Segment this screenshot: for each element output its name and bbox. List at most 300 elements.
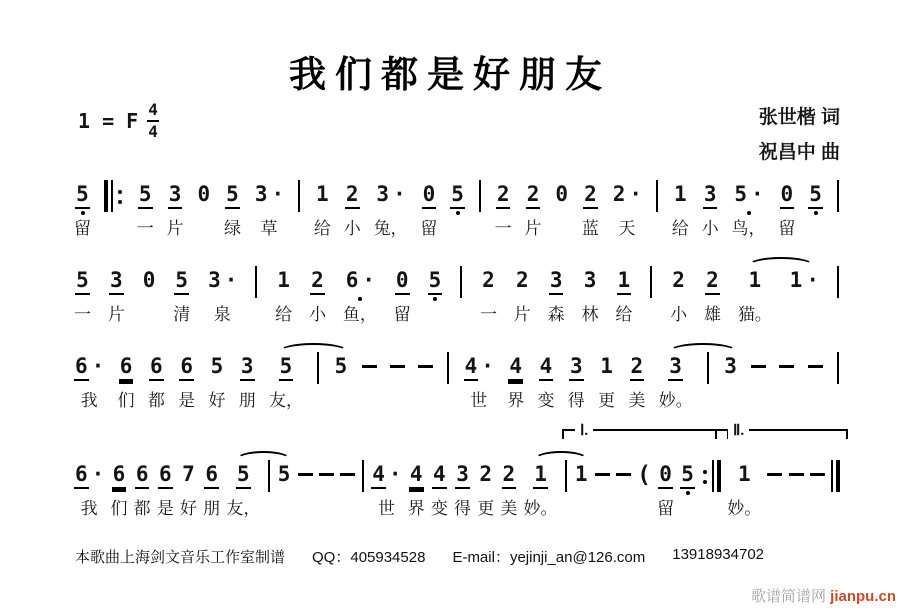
note-digit: 6 <box>119 354 134 381</box>
note-value <box>554 182 569 209</box>
low-octave-dot <box>81 211 85 215</box>
lyric: 一 <box>74 305 91 324</box>
duration-dash <box>779 354 794 412</box>
glyph <box>340 462 355 489</box>
lyric <box>685 498 690 520</box>
note-0 <box>657 462 674 520</box>
glyph <box>104 182 124 209</box>
note-digit: 0 <box>142 268 156 292</box>
lyric: 美 <box>500 499 518 518</box>
composer-credit: 祝昌中 曲 <box>758 142 840 164</box>
begin-repeat-sign <box>104 182 124 240</box>
note-digit: 6 <box>74 462 89 489</box>
note-value <box>135 462 150 489</box>
bar-stroke <box>104 180 108 212</box>
note-6 <box>148 354 165 412</box>
note-5 <box>334 354 349 412</box>
note-digit: 5 <box>450 182 465 209</box>
lyric <box>282 498 287 520</box>
note-digit: 5 <box>279 354 294 381</box>
note-value <box>569 354 584 381</box>
note-value <box>254 182 284 209</box>
note-7 <box>180 462 197 520</box>
dash-stroke <box>362 365 377 368</box>
duration-dot: · <box>751 182 764 206</box>
note-digit: 2 <box>630 354 645 381</box>
lyricist-credit: 张世楷 词 <box>758 107 840 128</box>
note-value <box>539 354 554 381</box>
note-value <box>705 268 720 295</box>
note-value <box>345 268 375 295</box>
note-value <box>138 182 153 209</box>
low-octave-dot <box>433 297 437 301</box>
watermark-site-name: 歌谱简谱网 <box>750 588 826 605</box>
lyric: 片 <box>513 305 531 324</box>
note-1 <box>738 268 772 326</box>
note-digit: 5 <box>428 268 443 295</box>
note-digit: 3 <box>569 354 584 381</box>
volta-label: Ⅱ. <box>728 421 749 440</box>
lyric: 变 <box>537 391 555 410</box>
barline <box>459 268 463 326</box>
note-digit: 4 <box>508 354 523 381</box>
note-digit: 2 <box>496 182 511 209</box>
lyric <box>455 218 460 240</box>
note-value <box>174 268 189 295</box>
duration-dot: · <box>91 462 105 486</box>
note-value <box>496 182 511 209</box>
duration-dot: · <box>393 182 406 206</box>
barline <box>655 182 659 240</box>
note-digit: 3 <box>240 354 255 381</box>
glyph <box>637 462 651 489</box>
duration-dash <box>789 462 804 520</box>
note-1 <box>789 268 819 326</box>
lyric: 兔， <box>373 219 408 238</box>
lyric: 友， <box>269 391 303 410</box>
note-4 <box>464 354 494 412</box>
bar-stroke <box>836 460 840 492</box>
lyric: 鸟， <box>731 219 766 238</box>
note-5 <box>450 182 465 240</box>
lyric: 给 <box>275 305 293 324</box>
credits <box>759 100 840 170</box>
dash-stroke <box>808 365 823 368</box>
dash-stroke <box>418 365 433 368</box>
barline <box>297 182 301 240</box>
note-digit: 3 <box>208 268 221 292</box>
note-digit: 2 <box>705 268 720 295</box>
glyph <box>837 182 839 209</box>
barline <box>706 354 710 412</box>
note-1 <box>727 462 761 520</box>
glyph <box>789 462 804 489</box>
note-value <box>207 268 237 295</box>
note-5 <box>224 182 241 240</box>
note-6 <box>118 354 135 412</box>
note-value <box>149 354 164 381</box>
lyric: 妙。 <box>523 499 558 518</box>
note-digit: 2 <box>502 462 517 489</box>
note-6 <box>343 268 377 326</box>
lyric: 片 <box>166 219 184 238</box>
note-value <box>119 354 134 381</box>
score-line-2 <box>74 254 840 326</box>
duration-dot: · <box>806 268 819 292</box>
note-digit: 1 <box>574 462 588 486</box>
note-3 <box>207 268 237 326</box>
meter-numerator: 4 <box>147 102 159 122</box>
duration-dash <box>390 354 405 412</box>
lyric: 我 <box>80 391 98 410</box>
note-1 <box>672 182 689 240</box>
note-digit: 5 <box>808 182 823 209</box>
bar-stroke <box>362 460 364 492</box>
duration-dash <box>319 462 334 520</box>
barline <box>478 182 482 240</box>
lyric: 小 <box>670 305 688 324</box>
note-digit: 0 <box>658 462 673 489</box>
note-3 <box>454 462 471 520</box>
note-0 <box>142 268 157 326</box>
lyric: 更 <box>477 499 495 518</box>
lyric <box>579 498 584 520</box>
note-5 <box>226 462 260 520</box>
note-digit: 5 <box>680 462 695 489</box>
lyric: 林 <box>581 305 599 324</box>
lyric: 片 <box>107 305 125 324</box>
note-value <box>181 462 196 489</box>
barline <box>446 354 450 412</box>
note-0 <box>196 182 211 240</box>
note-value <box>583 268 598 295</box>
key-label: 1 = F <box>78 109 139 133</box>
glyph <box>751 354 766 381</box>
note-digit: 5 <box>210 354 224 378</box>
note-6 <box>74 354 104 412</box>
note-1 <box>598 354 615 412</box>
note-value <box>455 462 470 489</box>
duration-dash <box>340 462 355 520</box>
lyric: 好 <box>180 499 197 518</box>
lyric: 鱼， <box>342 305 377 324</box>
glyph <box>595 462 610 489</box>
note-value <box>808 182 823 209</box>
note-value <box>196 182 211 209</box>
end-repeat-sign <box>701 462 721 520</box>
note-6 <box>157 462 174 520</box>
lyric <box>201 218 206 240</box>
lyric: 绿 <box>223 219 241 238</box>
note-value <box>75 268 90 295</box>
duration-dash <box>418 354 433 412</box>
note-0 <box>394 268 411 326</box>
note-digit: 2 <box>345 182 360 209</box>
song-title: 我们都是好朋友 <box>289 55 611 96</box>
lyric: 妙。 <box>658 391 693 410</box>
lyric: 给 <box>671 219 689 238</box>
lyric <box>559 218 564 240</box>
dash-stroke <box>751 365 766 368</box>
note-3 <box>659 354 693 412</box>
bar-stroke <box>712 460 714 492</box>
note-digit: 3 <box>724 354 737 378</box>
tie-arc <box>279 343 348 360</box>
note-2 <box>480 268 497 326</box>
note-4 <box>507 354 524 412</box>
repeat-strokes <box>104 182 124 212</box>
note-digit: 6 <box>149 354 164 381</box>
duration-dot: · <box>362 268 375 292</box>
note-5 <box>269 354 303 412</box>
note-0 <box>778 182 795 240</box>
lyric: 朋 <box>238 391 256 410</box>
note-digit: 1 <box>673 182 687 206</box>
watermark <box>751 585 896 606</box>
note-1 <box>524 462 558 520</box>
note-digit: 6 <box>112 462 127 489</box>
bar-stroke <box>460 266 462 298</box>
note-digit: 6 <box>204 462 219 489</box>
dash-stroke <box>767 473 782 476</box>
glyph <box>362 354 377 381</box>
note-digit: 4 <box>432 462 447 489</box>
note-digit: 3 <box>668 354 683 381</box>
lyric: 世 <box>470 391 488 410</box>
note-digit: 2 <box>482 268 495 292</box>
note-digit: 3 <box>583 268 597 292</box>
lyric: 清 <box>173 305 191 324</box>
glyph <box>460 268 462 295</box>
note-value <box>658 462 673 489</box>
bar-stroke <box>479 180 481 212</box>
note-digit: 1 <box>617 268 632 295</box>
duration-dot: · <box>224 268 238 292</box>
bar-stroke <box>831 460 833 492</box>
glyph <box>255 268 257 295</box>
lyric <box>801 304 806 326</box>
note-value <box>673 182 688 209</box>
note-0 <box>554 182 569 240</box>
note-5 <box>74 182 91 240</box>
open-paren <box>637 462 651 520</box>
note-value <box>680 462 695 489</box>
note-2 <box>704 268 721 326</box>
glyph <box>298 182 300 209</box>
dash-stroke <box>595 473 610 476</box>
lyric: 得 <box>567 391 585 410</box>
lyric: 片 <box>524 219 542 238</box>
lyric: 留 <box>657 499 675 518</box>
bar-stroke <box>255 266 257 298</box>
watermark-site-link[interactable]: jianpu.cn <box>830 588 896 605</box>
lyric: 一 <box>479 305 497 324</box>
note-value <box>428 268 443 295</box>
lyric: 都 <box>147 391 165 410</box>
note-value <box>409 462 424 489</box>
note-value <box>733 182 763 209</box>
dash-stroke <box>810 473 825 476</box>
note-digit: 3 <box>109 268 124 295</box>
key-signature <box>78 102 159 140</box>
lyric: 更 <box>598 391 616 410</box>
qq-contact: QQ：405934528 <box>312 549 426 566</box>
note-5 <box>428 268 443 326</box>
note-2 <box>612 182 642 240</box>
note-digit: 5 <box>236 462 251 489</box>
note-2 <box>582 182 599 240</box>
lyric: 一 <box>136 219 154 238</box>
note-digit: 6 <box>158 462 173 489</box>
note-value <box>225 182 240 209</box>
glyph <box>390 354 405 381</box>
note-digit: 2 <box>526 182 541 209</box>
note-digit: 6 <box>74 354 89 381</box>
lyric: 留 <box>74 219 91 238</box>
lyric: 草 <box>260 219 278 238</box>
note-value <box>526 182 541 209</box>
dash-stroke <box>390 365 405 368</box>
note-value <box>112 462 127 489</box>
note-3 <box>374 182 408 240</box>
note-3 <box>239 354 256 412</box>
lyric: 妙。 <box>727 499 762 518</box>
volta-bracket <box>715 423 848 439</box>
barline <box>564 462 568 520</box>
note-value <box>780 182 795 209</box>
glyph <box>418 354 433 381</box>
note-digit: 4 <box>464 354 479 381</box>
note-digit: 6 <box>179 354 194 381</box>
note-value <box>371 462 401 489</box>
note-2 <box>309 268 326 326</box>
bar-stroke <box>111 180 113 212</box>
score-line-3 <box>74 340 840 412</box>
lyric: 天 <box>618 219 636 238</box>
note-value <box>515 268 530 295</box>
glyph <box>479 182 481 209</box>
note-3 <box>723 354 738 412</box>
note-value <box>464 354 494 381</box>
note-digit: 0 <box>422 182 437 209</box>
note-digit: 2 <box>583 182 598 209</box>
note-2 <box>628 354 645 412</box>
lyric <box>813 218 818 240</box>
note-3 <box>568 354 585 412</box>
note-2 <box>495 182 512 240</box>
glyph <box>701 462 721 489</box>
lyric: 们 <box>117 391 135 410</box>
email-contact: E-mail：yejinji_an@126.com <box>452 549 646 566</box>
lyric: 界 <box>407 499 425 518</box>
note-digit: 5 <box>138 182 153 209</box>
duration-dash <box>616 462 631 520</box>
note-value <box>502 462 517 489</box>
lyric: 友， <box>226 499 261 518</box>
paren-glyph: ( <box>637 462 651 488</box>
note-digit: 3 <box>703 182 718 209</box>
lyric: 是 <box>178 391 196 410</box>
glyph <box>837 268 839 295</box>
duration-dash <box>751 354 766 412</box>
note-value <box>334 354 349 381</box>
note-digit: 5 <box>734 182 747 206</box>
lyric: 美 <box>628 391 646 410</box>
bar-stroke <box>650 266 652 298</box>
note-5 <box>277 462 292 520</box>
dash-stroke <box>789 473 804 476</box>
note-digit: 4 <box>539 354 554 381</box>
glyph <box>767 462 782 489</box>
note-digit: 3 <box>376 182 390 206</box>
note-1 <box>314 182 331 240</box>
footer-info <box>75 546 764 567</box>
note-6 <box>74 462 104 520</box>
tie-arc <box>534 451 588 468</box>
note-digit: 1 <box>316 182 329 206</box>
note-5 <box>173 268 190 326</box>
lyric: 们 <box>110 499 128 518</box>
note-2 <box>525 182 542 240</box>
low-octave-dot <box>814 211 818 215</box>
lyric: 给 <box>313 219 331 238</box>
note-value <box>375 182 405 209</box>
tie-arc <box>236 451 291 468</box>
glyph <box>616 462 631 489</box>
duration-dot: · <box>91 354 105 378</box>
lyric: 小 <box>701 219 719 238</box>
note-value <box>432 462 447 489</box>
note-value <box>450 182 465 209</box>
note-value <box>671 268 686 295</box>
bar-stroke <box>837 352 839 384</box>
note-value <box>315 182 330 209</box>
note-digit: 0 <box>555 182 569 206</box>
final-barline <box>831 462 840 520</box>
note-digit: 5 <box>277 462 291 486</box>
note-1 <box>574 462 589 520</box>
duration-dash <box>810 462 825 520</box>
lyric: 一 <box>494 219 512 238</box>
glyph <box>656 182 658 209</box>
note-3 <box>254 182 284 240</box>
note-value <box>422 182 437 209</box>
lyric <box>147 304 152 326</box>
low-octave-dot <box>456 211 460 215</box>
note-digit: 3 <box>254 182 268 206</box>
barline <box>316 354 320 412</box>
volta-bracket <box>562 423 729 439</box>
note-digit: 2 <box>672 268 685 292</box>
note-value <box>310 268 325 295</box>
note-2 <box>514 268 531 326</box>
note-value <box>703 182 718 209</box>
note-2 <box>500 462 517 520</box>
duration-dot: · <box>481 354 494 378</box>
duration-dash <box>595 462 610 520</box>
lyric: 小 <box>308 305 326 324</box>
dash-stroke <box>779 365 794 368</box>
note-6 <box>178 354 195 412</box>
note-value <box>723 354 738 381</box>
note-value <box>74 462 104 489</box>
note-4 <box>431 462 448 520</box>
volta-label: Ⅰ. <box>575 421 593 440</box>
publisher-text: 本歌曲上海剑文音乐工作室制谱 <box>75 549 286 566</box>
barline <box>649 268 653 326</box>
barline <box>254 268 258 326</box>
note-3 <box>167 182 184 240</box>
